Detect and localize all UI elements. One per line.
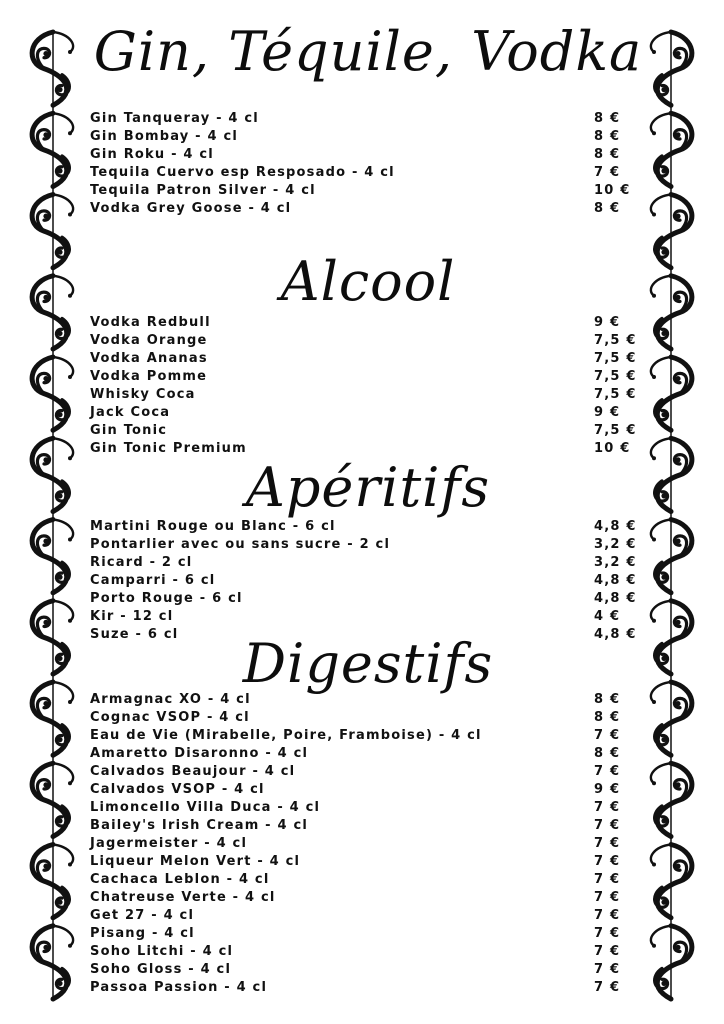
menu-item: [90, 368, 650, 386]
item-name: Liqueur Melon Vert - 4 cl: [90, 854, 301, 869]
item-list: [90, 518, 650, 644]
section-title: Gin, Téquile, Vodka: [93, 20, 643, 83]
menu-item: [90, 871, 650, 889]
menu-item: [90, 763, 650, 781]
item-name: Porto Rouge - 6 cl: [90, 591, 243, 606]
menu-item: [90, 128, 650, 146]
item-price: 7 €: [594, 944, 621, 959]
menu-item: [90, 943, 650, 961]
menu-item: [90, 727, 650, 745]
item-price: 4,8 €: [594, 573, 637, 588]
item-name: Gin Tanqueray - 4 cl: [90, 111, 259, 126]
item-name: Gin Roku - 4 cl: [90, 147, 214, 162]
item-price: 7,5 €: [594, 423, 637, 438]
menu-item: [90, 314, 650, 332]
item-price: 7 €: [594, 728, 621, 743]
item-name: Vodka Redbull: [90, 315, 211, 330]
item-price: 7,5 €: [594, 369, 637, 384]
scroll-ornament-icon: [22, 28, 84, 1003]
item-price: 7 €: [594, 854, 621, 869]
menu-item: [90, 817, 650, 835]
item-price: 7 €: [594, 165, 621, 180]
item-price: 4 €: [594, 609, 621, 624]
item-price: 8 €: [594, 746, 621, 761]
item-name: Cognac VSOP - 4 cl: [90, 710, 250, 725]
menu-item: [90, 554, 650, 572]
menu-item: [90, 907, 650, 925]
item-price: 9 €: [594, 315, 621, 330]
item-price: 7,5 €: [594, 351, 637, 366]
item-name: Soho Gloss - 4 cl: [90, 962, 232, 977]
item-name: Pisang - 4 cl: [90, 926, 195, 941]
item-name: Get 27 - 4 cl: [90, 908, 195, 923]
item-name: Suze - 6 cl: [90, 627, 179, 642]
menu-item: [90, 799, 650, 817]
item-price: 8 €: [594, 710, 621, 725]
item-name: Passoa Passion - 4 cl: [90, 980, 268, 995]
item-name: Calvados VSOP - 4 cl: [90, 782, 265, 797]
item-name: Gin Bombay - 4 cl: [90, 129, 239, 144]
menu-item: [90, 853, 650, 871]
item-price: 4,8 €: [594, 591, 637, 606]
menu-item: [90, 110, 650, 128]
item-name: Jack Coca: [90, 405, 171, 420]
item-name: Camparri - 6 cl: [90, 573, 216, 588]
menu-item: [90, 404, 650, 422]
menu-item: [90, 709, 650, 727]
item-name: Tequila Patron Silver - 4 cl: [90, 183, 316, 198]
menu-item: [90, 572, 650, 590]
item-price: 4,8 €: [594, 519, 637, 534]
item-price: 7 €: [594, 764, 621, 779]
menu-item: [90, 745, 650, 763]
item-name: Vodka Orange: [90, 333, 208, 348]
item-price: 7 €: [594, 926, 621, 941]
item-name: Tequila Cuervo esp Resposado - 4 cl: [90, 165, 395, 180]
item-name: Cachaca Leblon - 4 cl: [90, 872, 270, 887]
item-name: Whisky Coca: [90, 387, 196, 402]
item-name: Vodka Pomme: [90, 369, 208, 384]
section-title: Digestifs: [242, 632, 494, 695]
item-name: Armagnac XO - 4 cl: [90, 692, 251, 707]
item-price: 7,5 €: [594, 333, 637, 348]
item-name: Chatreuse Verte - 4 cl: [90, 890, 276, 905]
menu-item: [90, 781, 650, 799]
item-name: Vodka Ananas: [90, 351, 208, 366]
item-name: Pontarlier avec ou sans sucre - 2 cl: [90, 537, 391, 552]
item-price: 8 €: [594, 129, 621, 144]
item-price: 10 €: [594, 441, 631, 456]
item-name: Gin Tonic: [90, 423, 168, 438]
menu-item: [90, 691, 650, 709]
item-price: 9 €: [594, 405, 621, 420]
menu-item: [90, 889, 650, 907]
item-price: 8 €: [594, 111, 621, 126]
item-price: 7 €: [594, 818, 621, 833]
item-name: Ricard - 2 cl: [90, 555, 193, 570]
item-price: 7 €: [594, 800, 621, 815]
item-price: 7,5 €: [594, 387, 637, 402]
menu-item: [90, 350, 650, 368]
item-price: 7 €: [594, 872, 621, 887]
menu-item: [90, 925, 650, 943]
item-price: 4,8 €: [594, 627, 637, 642]
menu-item: [90, 164, 650, 182]
item-name: Soho Litchi - 4 cl: [90, 944, 234, 959]
item-name: Vodka Grey Goose - 4 cl: [90, 201, 292, 216]
item-price: 8 €: [594, 201, 621, 216]
menu-item: [90, 518, 650, 536]
item-name: Eau de Vie (Mirabelle, Poire, Framboise) - 4 cl: [90, 728, 482, 743]
menu-item: [90, 961, 650, 979]
section-title: Alcool: [280, 250, 456, 313]
menu-item: [90, 979, 650, 997]
item-price: 7 €: [594, 980, 621, 995]
item-list: [90, 691, 650, 997]
menu-item: [90, 386, 650, 404]
item-price: 3,2 €: [594, 537, 637, 552]
left-scroll-border: [22, 28, 84, 1003]
menu-item: [90, 835, 650, 853]
item-price: 3,2 €: [594, 555, 637, 570]
item-name: Calvados Beaujour - 4 cl: [90, 764, 296, 779]
item-price: 8 €: [594, 692, 621, 707]
item-name: Kir - 12 cl: [90, 609, 174, 624]
item-name: Amaretto Disaronno - 4 cl: [90, 746, 309, 761]
section-title: Apéritifs: [245, 456, 491, 519]
item-price: 9 €: [594, 782, 621, 797]
item-price: 7 €: [594, 962, 621, 977]
menu-item: [90, 182, 650, 200]
menu-item: [90, 332, 650, 350]
menu-item: [90, 536, 650, 554]
item-price: 8 €: [594, 147, 621, 162]
item-price: 7 €: [594, 836, 621, 851]
menu-item: [90, 422, 650, 440]
menu-item: [90, 590, 650, 608]
item-name: Martini Rouge ou Blanc - 6 cl: [90, 519, 336, 534]
item-name: Bailey's Irish Cream - 4 cl: [90, 818, 309, 833]
item-price: 7 €: [594, 890, 621, 905]
item-name: Jagermeister - 4 cl: [90, 836, 248, 851]
item-price: 10 €: [594, 183, 631, 198]
item-name: Limoncello Villa Duca - 4 cl: [90, 800, 321, 815]
menu-item: [90, 608, 650, 626]
item-list: [90, 314, 650, 458]
item-name: Gin Tonic Premium: [90, 441, 247, 456]
menu-item: [90, 146, 650, 164]
item-price: 7 €: [594, 908, 621, 923]
item-list: [90, 110, 650, 218]
menu-item: [90, 200, 650, 218]
